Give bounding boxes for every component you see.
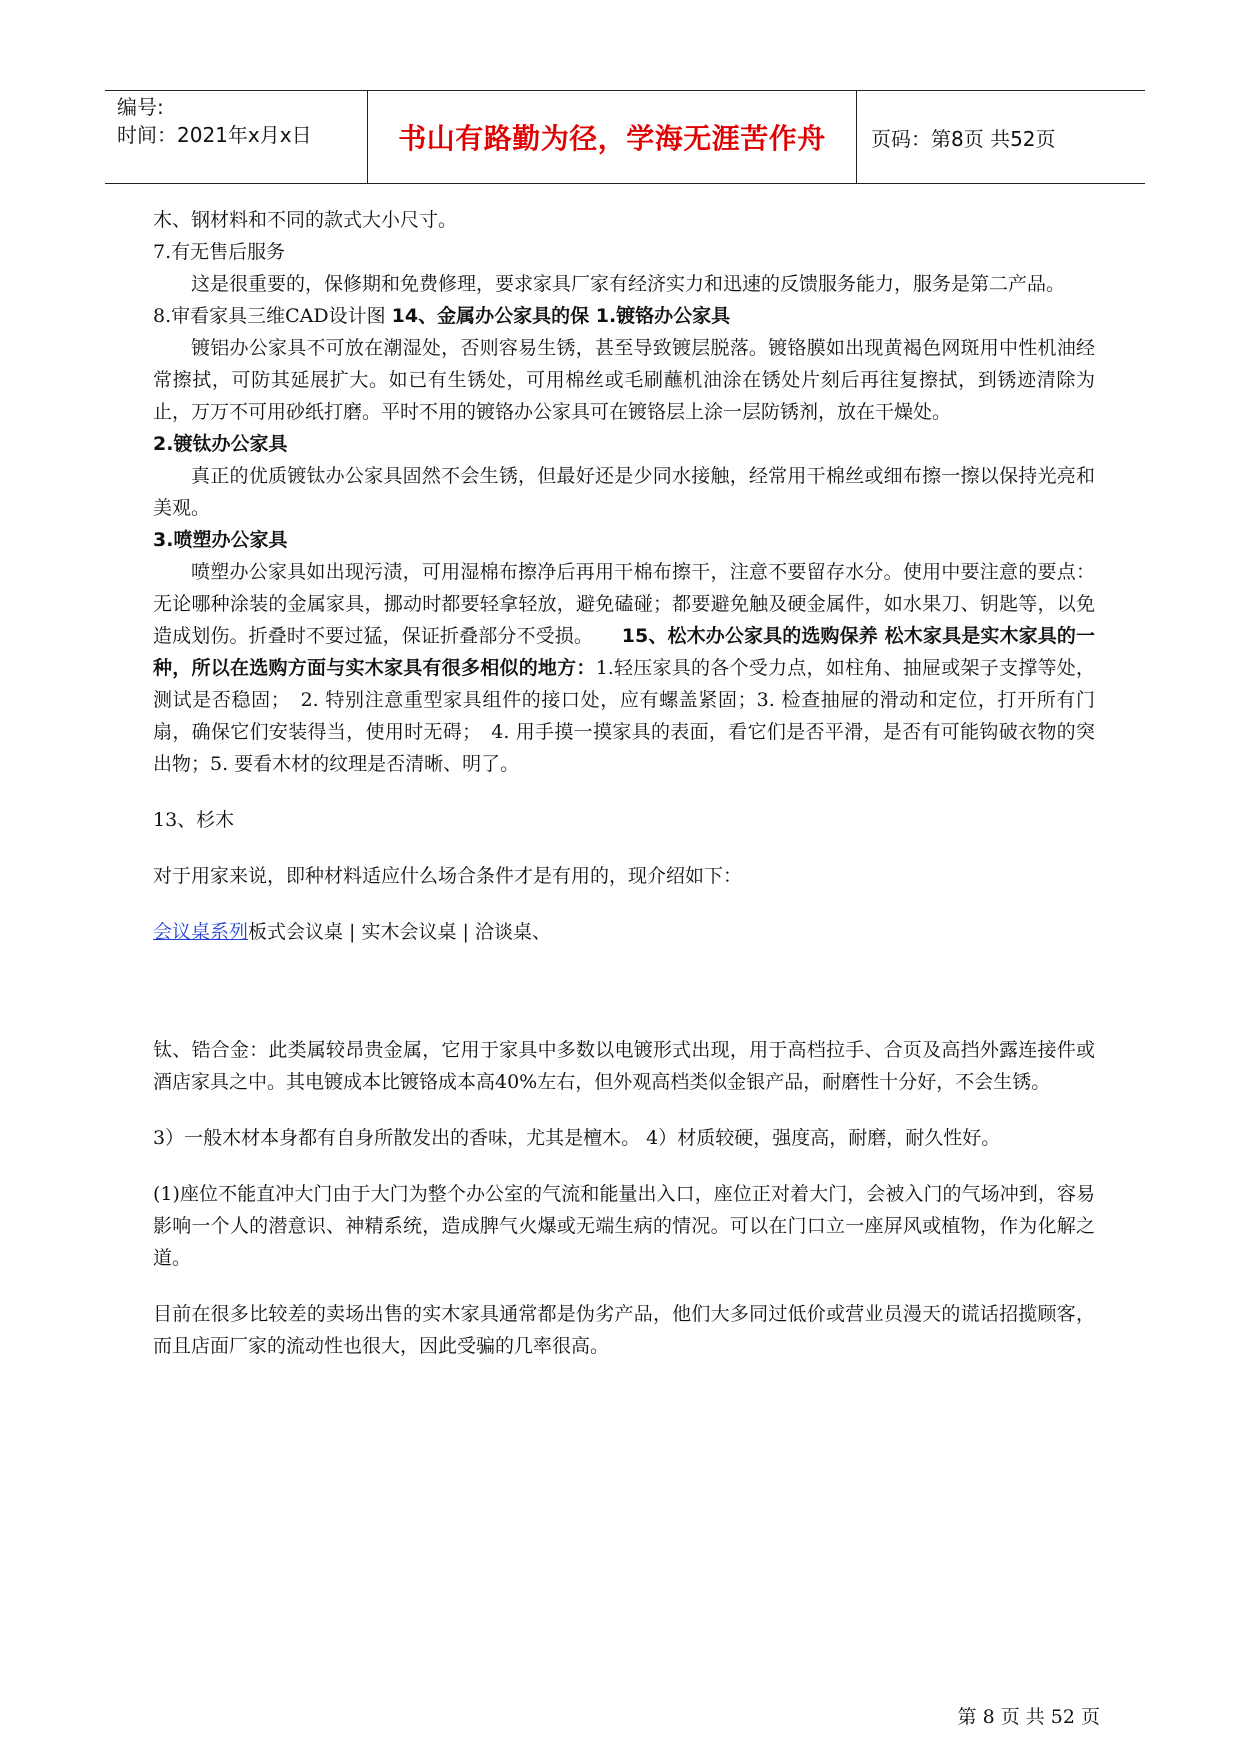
bold-heading: 14、金属办公家具的保 1.镀铬办公家具 bbox=[391, 305, 731, 327]
document-body bbox=[153, 204, 1095, 1362]
spacer bbox=[153, 892, 1095, 916]
paragraph: 7.有无售后服务 bbox=[153, 241, 286, 263]
text-run: 喷塑办公家具如出现污渍，可用湿棉布擦净后再用干棉布擦干，注意不要留存水分。使用中要注意的要点：无论哪种涂装的金属家具，挪动时都要轻拿轻放，避免磕碰；都要避免触及硬金属件，如水果刀、钥匙等，以免造成划伤。折叠时不要过猛，保证折叠部分不受损。 bbox=[153, 561, 1095, 647]
page-code: 页码：第8页 共52页 bbox=[871, 126, 1056, 151]
paragraph bbox=[153, 300, 1095, 332]
header-left-cell bbox=[117, 91, 367, 183]
section-heading: 3.喷塑办公家具 bbox=[153, 529, 288, 551]
paragraph: 13、杉木 bbox=[153, 809, 235, 831]
spacer bbox=[153, 780, 1095, 804]
text-run: 板式会议桌 | 实木会议桌 | 洽谈桌、 bbox=[248, 921, 551, 943]
spacer bbox=[153, 836, 1095, 860]
time-label: 时间：2021年x月x日 bbox=[117, 123, 312, 147]
spacer bbox=[153, 1274, 1095, 1298]
paragraph: 3）一般木材本身都有自身所散发出的香味，尤其是檀木。 4）材质较硬，强度高，耐磨，耐久性好。 bbox=[153, 1127, 1001, 1149]
header-right-cell bbox=[857, 91, 1145, 183]
spacer bbox=[153, 948, 1095, 1034]
bold-heading: 15、松木办公家具的选购保养 松木家具是实木家具的一种，所以在选购方面与实木家具有很多相似的地方： bbox=[153, 625, 1095, 679]
meeting-table-link[interactable]: 会议桌系列 bbox=[153, 921, 249, 943]
page-footer: 第 8 页 共 52 页 bbox=[957, 1706, 1100, 1728]
paragraph: 钛、锆合金：此类属较昂贵金属，它用于家具中多数以电镀形式出现，用于高档拉手、合页及高挡外露连接件或酒店家具之中。其电镀成本比镀铬成本高40%左右，但外观高档类似金银产品，耐磨性十分好，不会生锈。 bbox=[153, 1039, 1095, 1093]
page-header bbox=[105, 90, 1145, 184]
paragraph bbox=[153, 556, 1095, 780]
paragraph: (1)座位不能直冲大门由于大门为整个办公室的气流和能量出入口，座位正对着大门，会被入门的气场冲到，容易影响一个人的潜意识、神精系统，造成脾气火爆或无端生病的情况。可以在门口立一座屏风或植物，作为化解之道。 bbox=[153, 1183, 1095, 1269]
paragraph: 镀铝办公家具不可放在潮湿处，否则容易生锈，甚至导致镀层脱落。镀铬膜如出现黄褐色网斑用中性机油经常擦拭，可防其延展扩大。如已有生锈处，可用棉丝或毛刷蘸机油涂在锈处片刻后再往复擦拭，到锈迹清除为止，万万不可用砂纸打磨。平时不用的镀铬办公家具可在镀铬层上涂一层防锈剂，放在干燥处。 bbox=[153, 337, 1095, 423]
paragraph bbox=[153, 916, 1095, 948]
spacer bbox=[153, 1154, 1095, 1178]
paragraph: 对于用家来说，即种材料适应什么场合条件才是有用的，现介绍如下： bbox=[153, 865, 743, 887]
text-run: 8.审看家具三维CAD设计图 bbox=[153, 305, 392, 327]
section-heading: 2.镀钛办公家具 bbox=[153, 433, 288, 455]
motto-text: 书山有路勤为径，学海无涯苦作舟 bbox=[398, 122, 826, 155]
serial-label: 编号: bbox=[117, 95, 164, 119]
paragraph: 真正的优质镀钛办公家具固然不会生锈，但最好还是少同水接触，经常用干棉丝或细布擦一擦以保持光亮和美观。 bbox=[153, 465, 1095, 519]
text-run: 1.轻压家具的各个受力点，如柱角、抽屉或架子支撑等处，测试是否稳固； 2. 特别注意重型家具组件的接口处，应有螺盖紧固；3. 检查抽屉的滑动和定位，打开所有门扇，确保它们安装得当，使用时无碍； 4. 用手摸一摸家具的表面，看它们是否平滑，是否有可能钩破衣物的突出物；5. 要看木材的纹理是否清晰、明了。 bbox=[153, 657, 1095, 775]
header-motto-cell bbox=[367, 91, 857, 183]
paragraph: 目前在很多比较差的卖场出售的实木家具通常都是伪劣产品，他们大多同过低价或营业员漫天的谎话招揽顾客，而且店面厂家的流动性也很大，因此受骗的几率很高。 bbox=[153, 1303, 1095, 1357]
paragraph: 这是很重要的，保修期和免费修理，要求家具厂家有经济实力和迅速的反馈服务能力，服务是第二产品。 bbox=[191, 273, 1066, 295]
paragraph: 木、钢材料和不同的款式大小尺寸。 bbox=[153, 209, 458, 231]
spacer bbox=[153, 1098, 1095, 1122]
